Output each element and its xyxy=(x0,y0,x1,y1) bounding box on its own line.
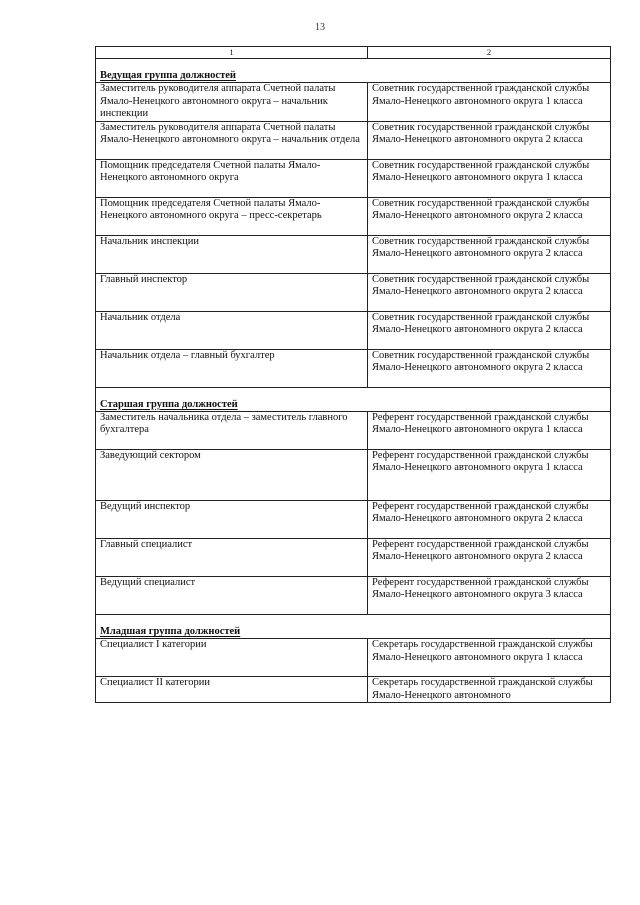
table-row xyxy=(96,83,611,121)
position-cell: Заместитель руководителя аппарата Счетной палаты Ямало-Ненецкого автономного округа – начальник инспекции xyxy=(96,83,368,121)
position-cell: Помощник председателя Счетной палаты Ямало-Ненецкого автономного округа – пресс-секретарь xyxy=(96,197,368,235)
table-row xyxy=(96,349,611,387)
rank-cell: Секретарь государственной гражданской службы Ямало-Ненецкого автономного xyxy=(368,677,611,703)
position-cell: Заместитель начальника отдела – заместитель главного бухгалтера xyxy=(96,412,368,450)
table-row xyxy=(96,235,611,273)
table-row xyxy=(96,677,611,703)
group-spacer-row xyxy=(96,59,611,71)
group-title-row xyxy=(96,626,611,639)
rank-cell: Советник государственной гражданской службы Ямало-Ненецкого автономного округа 2 класса xyxy=(368,235,611,273)
group-title: Младшая группа должностей xyxy=(96,626,611,639)
position-cell: Главный инспектор xyxy=(96,273,368,311)
table-header-row xyxy=(96,47,611,59)
position-cell: Специалист II категории xyxy=(96,677,368,703)
position-cell: Заместитель руководителя аппарата Счетной палаты Ямало-Ненецкого автономного округа – начальник отдела xyxy=(96,121,368,159)
spacer-cell xyxy=(96,615,611,627)
table-row xyxy=(96,311,611,349)
rank-cell: Советник государственной гражданской службы Ямало-Ненецкого автономного округа 2 класса xyxy=(368,121,611,159)
rank-cell: Референт государственной гражданской службы Ямало-Ненецкого автономного округа 3 класса xyxy=(368,577,611,615)
rank-cell: Советник государственной гражданской службы Ямало-Ненецкого автономного округа 1 класса xyxy=(368,83,611,121)
positions-table xyxy=(95,46,611,703)
position-cell: Начальник инспекции xyxy=(96,235,368,273)
table-row xyxy=(96,639,611,677)
table-row xyxy=(96,501,611,539)
table-row xyxy=(96,197,611,235)
rank-cell: Советник государственной гражданской службы Ямало-Ненецкого автономного округа 2 класса xyxy=(368,311,611,349)
rank-cell: Секретарь государственной гражданской службы Ямало-Ненецкого автономного округа 1 класса xyxy=(368,639,611,677)
page-number: 13 xyxy=(315,22,325,33)
table-row xyxy=(96,159,611,197)
table-row xyxy=(96,539,611,577)
group-title-row xyxy=(96,70,611,83)
table-row xyxy=(96,577,611,615)
position-cell: Заведующий сектором xyxy=(96,450,368,501)
rank-cell: Референт государственной гражданской службы Ямало-Ненецкого автономного округа 2 класса xyxy=(368,501,611,539)
rank-cell: Референт государственной гражданской службы Ямало-Ненецкого автономного округа 1 класса xyxy=(368,412,611,450)
position-cell: Главный специалист xyxy=(96,539,368,577)
rank-cell: Референт государственной гражданской службы Ямало-Ненецкого автономного округа 2 класса xyxy=(368,539,611,577)
group-spacer-row xyxy=(96,387,611,399)
table-row xyxy=(96,412,611,450)
position-cell: Ведущий инспектор xyxy=(96,501,368,539)
rank-cell: Советник государственной гражданской службы Ямало-Ненецкого автономного округа 2 класса xyxy=(368,273,611,311)
column-header-1: 1 xyxy=(96,47,368,59)
position-cell: Специалист I категории xyxy=(96,639,368,677)
position-cell: Начальник отдела xyxy=(96,311,368,349)
table-row xyxy=(96,273,611,311)
spacer-cell xyxy=(96,387,611,399)
position-cell: Начальник отдела – главный бухгалтер xyxy=(96,349,368,387)
group-title-row xyxy=(96,399,611,412)
table-row xyxy=(96,450,611,501)
table-row xyxy=(96,121,611,159)
position-cell: Ведущий специалист xyxy=(96,577,368,615)
group-title: Старшая группа должностей xyxy=(96,399,611,412)
group-spacer-row xyxy=(96,615,611,627)
rank-cell: Референт государственной гражданской службы Ямало-Ненецкого автономного округа 1 класса xyxy=(368,450,611,501)
position-cell: Помощник председателя Счетной палаты Ямало-Ненецкого автономного округа xyxy=(96,159,368,197)
spacer-cell xyxy=(96,59,611,71)
group-title: Ведущая группа должностей xyxy=(96,70,611,83)
column-header-2: 2 xyxy=(368,47,611,59)
rank-cell: Советник государственной гражданской службы Ямало-Ненецкого автономного округа 2 класса xyxy=(368,197,611,235)
rank-cell: Советник государственной гражданской службы Ямало-Ненецкого автономного округа 2 класса xyxy=(368,349,611,387)
rank-cell: Советник государственной гражданской службы Ямало-Ненецкого автономного округа 1 класса xyxy=(368,159,611,197)
